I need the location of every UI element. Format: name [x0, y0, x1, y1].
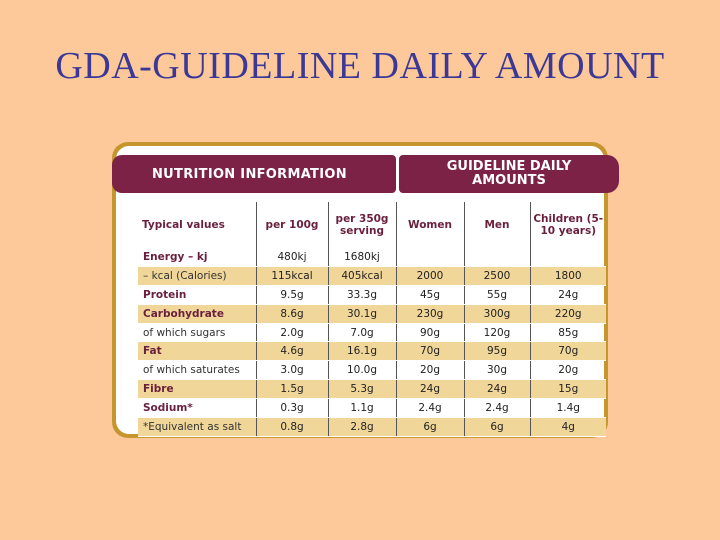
table-cell: 300g	[464, 304, 530, 323]
table-cell: 120g	[464, 323, 530, 342]
table-cell: 0.8g	[256, 418, 328, 437]
table-row	[138, 285, 606, 304]
column-header: per 100g	[256, 202, 328, 248]
table-row	[138, 323, 606, 342]
nutrition-table-body	[138, 248, 606, 436]
table-cell: 1680kj	[328, 248, 396, 266]
table-cell: 45g	[396, 285, 464, 304]
table-cell: 2500	[464, 266, 530, 285]
table-cell: 10.0g	[328, 361, 396, 380]
table-row	[138, 248, 606, 266]
table-cell: 1.4g	[530, 399, 606, 418]
table-cell: 24g	[396, 380, 464, 399]
nutrition-table	[138, 202, 606, 437]
table-cell: 7.0g	[328, 323, 396, 342]
table-header-row	[138, 202, 606, 248]
row-label: – kcal (Calories)	[138, 266, 256, 285]
table-cell: 30g	[464, 361, 530, 380]
table-row	[138, 304, 606, 323]
table-cell: 85g	[530, 323, 606, 342]
column-header: per 350g serving	[328, 202, 396, 248]
table-cell	[464, 248, 530, 266]
row-label: *Equivalent as salt	[138, 418, 256, 437]
guideline-daily-amounts-header	[399, 155, 619, 193]
table-cell: 115kcal	[256, 266, 328, 285]
nutrition-information-header: NUTRITION INFORMATION	[112, 155, 396, 193]
table-cell	[530, 248, 606, 266]
table-cell: 15g	[530, 380, 606, 399]
table-cell: 20g	[396, 361, 464, 380]
table-row	[138, 266, 606, 285]
column-header: Typical values	[138, 202, 256, 248]
table-cell: 405kcal	[328, 266, 396, 285]
table-cell: 2.0g	[256, 323, 328, 342]
table-cell: 220g	[530, 304, 606, 323]
column-header: Children (5-10 years)	[533, 213, 604, 237]
table-cell: 0.3g	[256, 399, 328, 418]
column-header: Men	[464, 202, 530, 248]
table-cell: 480kj	[256, 248, 328, 266]
table-cell: 33.3g	[328, 285, 396, 304]
table-cell: 4g	[530, 418, 606, 437]
slide-title: GDA-GUIDELINE DAILY AMOUNT	[55, 45, 665, 87]
table-cell: 8.6g	[256, 304, 328, 323]
table-cell: 16.1g	[328, 342, 396, 361]
row-label: Fat	[138, 342, 256, 361]
guideline-daily-amounts-label: GUIDELINE DAILY AMOUNTS	[446, 159, 572, 188]
column-header: Women	[396, 202, 464, 248]
table-row	[138, 380, 606, 399]
table-cell: 24g	[530, 285, 606, 304]
row-label: Sodium*	[138, 399, 256, 418]
table-cell	[396, 248, 464, 266]
table-cell: 1.5g	[256, 380, 328, 399]
table-row	[138, 342, 606, 361]
table-cell: 6g	[464, 418, 530, 437]
table-cell: 1.1g	[328, 399, 396, 418]
row-label: of which sugars	[138, 323, 256, 342]
table-row	[138, 361, 606, 380]
row-label: of which saturates	[138, 361, 256, 380]
table-cell: 90g	[396, 323, 464, 342]
row-label: Protein	[138, 285, 256, 304]
table-row	[138, 418, 606, 437]
table-cell: 2.4g	[396, 399, 464, 418]
table-cell: 5.3g	[328, 380, 396, 399]
table-cell: 95g	[464, 342, 530, 361]
table-cell: 2.4g	[464, 399, 530, 418]
table-cell: 70g	[530, 342, 606, 361]
row-label: Fibre	[138, 380, 256, 399]
row-label: Carbohydrate	[138, 304, 256, 323]
table-cell: 9.5g	[256, 285, 328, 304]
table-cell: 20g	[530, 361, 606, 380]
table-cell: 30.1g	[328, 304, 396, 323]
row-label: Energy – kj	[138, 248, 256, 266]
table-cell: 1800	[530, 266, 606, 285]
table-cell: 4.6g	[256, 342, 328, 361]
table-cell: 3.0g	[256, 361, 328, 380]
table-cell: 6g	[396, 418, 464, 437]
table-cell: 24g	[464, 380, 530, 399]
table-row	[138, 399, 606, 418]
table-cell: 55g	[464, 285, 530, 304]
table-cell: 230g	[396, 304, 464, 323]
table-cell: 2000	[396, 266, 464, 285]
table-cell: 2.8g	[328, 418, 396, 437]
table-cell: 70g	[396, 342, 464, 361]
